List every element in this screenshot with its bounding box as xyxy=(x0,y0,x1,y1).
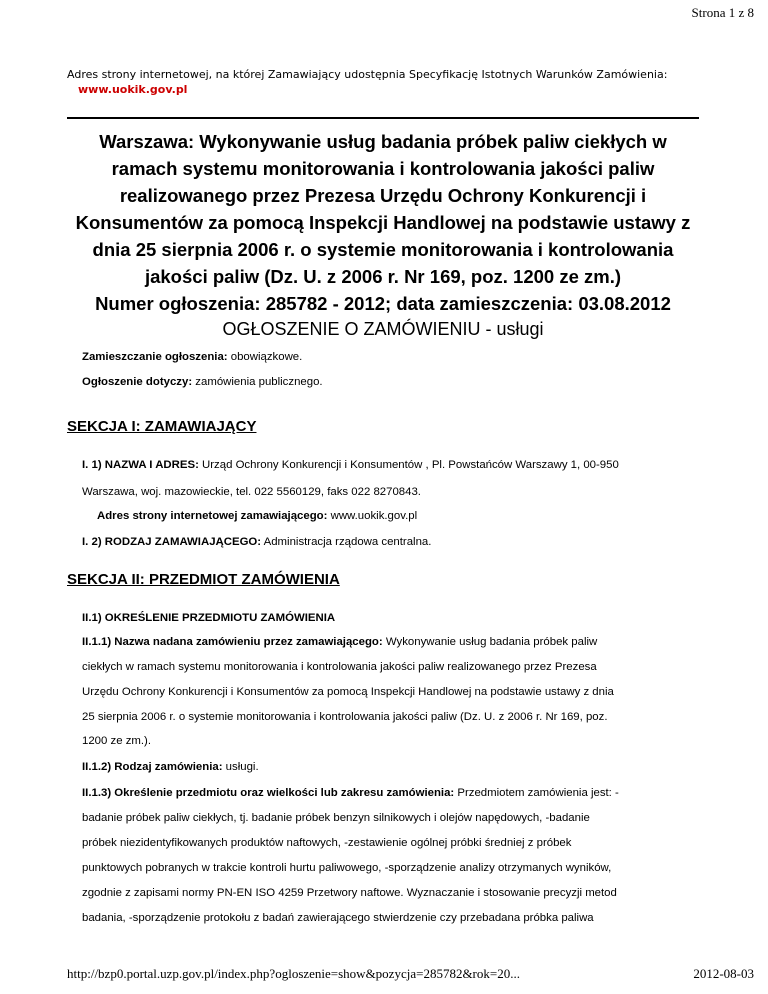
contract-scope-row xyxy=(82,781,708,806)
concerns-row xyxy=(82,370,708,395)
authority-name-value: Urząd Ochrony Konkurencji i Konsumentów , Pl. Powstańców Warszawy 1, 00-950 xyxy=(198,459,619,471)
contract-name-line: 25 sierpnia 2006 r. o systemie monitorowania i kontrolowania jakości paliw (Dz. U. z 2006 r. Nr 169, poz. xyxy=(82,711,608,723)
notice-title-line: realizowanego przez Prezesa Urzędu Ochrony Konkurencji i xyxy=(119,185,647,206)
section-1-heading: SEKCJA I: ZAMAWIAJĄCY xyxy=(67,418,257,435)
contract-scope-label: II.1.3) Określenie przedmiotu oraz wielkości lub zakresu zamówienia: xyxy=(82,787,455,799)
concerns-value: zamówienia publicznego. xyxy=(192,376,323,388)
footer-print-date: 2012-08-03 xyxy=(693,966,754,981)
notice-title-line: Konsumentów za pomocą Inspekcji Handlowej na podstawie ustawy z xyxy=(75,212,691,233)
contract-name-line: 1200 ze zm.). xyxy=(82,735,152,747)
contract-kind-value: usługi. xyxy=(222,761,259,773)
contract-kind-label: II.1.2) Rodzaj zamówienia: xyxy=(82,761,223,773)
contract-scope-value: Przedmiotem zamówienia jest: - xyxy=(454,787,619,799)
posting-row xyxy=(82,345,708,370)
authority-website-row xyxy=(97,504,723,529)
notice-title-line: ramach systemu monitorowania i kontrolowania jakości paliw xyxy=(111,158,655,179)
posting-value: obowiązkowe. xyxy=(227,351,303,363)
footer-source-url: http://bzp0.portal.uzp.gov.pl/index.php?ogloszenie=show&pozycja=285782&rok=20... xyxy=(67,966,520,981)
authority-type-row xyxy=(82,530,708,555)
authority-website-label: Adres strony internetowej zamawiającego: xyxy=(97,510,328,522)
contract-scope-line: badanie próbek paliw ciekłych, tj. badanie próbek benzyn silnikowych i olejów napędowych, -badanie xyxy=(82,812,590,824)
notice-title-block xyxy=(67,128,699,341)
authority-type-label: I. 2) RODZAJ ZAMAWIAJĄCEGO: xyxy=(82,536,262,548)
notice-title-line: jakości paliw (Dz. U. z 2006 r. Nr 169, poz. 1200 ze zm.) xyxy=(144,266,622,287)
contract-name-label: II.1.1) Nazwa nadana zamówieniu przez zamawiającego: xyxy=(82,636,383,648)
contract-name-line: Urzędu Ochrony Konkurencji i Konsumentów za pomocą Inspekcji Handlowej na podstawie ustawy z dnia xyxy=(82,686,614,698)
authority-address-line: Warszawa, woj. mazowieckie, tel. 022 5560129, faks 022 8270843. xyxy=(82,486,421,498)
authority-name-label: I. 1) NAZWA I ADRES: xyxy=(82,459,199,471)
contract-name-row xyxy=(82,630,708,655)
contract-kind-row xyxy=(82,755,708,780)
siwz-site-link[interactable]: www.uokik.gov.pl xyxy=(78,83,188,96)
contract-scope-line: próbek niezidentyfikowanych produktów naftowych, -zestawienie ogólnej próbki średniej z próbek xyxy=(82,837,572,849)
header-divider xyxy=(67,117,699,119)
contracting-authority-name-row xyxy=(82,453,708,478)
authority-type-value: Administracja rządowa centralna. xyxy=(261,536,432,548)
notice-type: OGŁOSZENIE O ZAMÓWIENIU - usługi xyxy=(222,319,544,339)
subject-subheading-text: II.1) OKREŚLENIE PRZEDMIOTU ZAMÓWIENIA xyxy=(82,612,336,624)
contract-name-value: Wykonywanie usług badania próbek paliw xyxy=(382,636,598,648)
posting-label: Zamieszczanie ogłoszenia: xyxy=(82,351,228,363)
notice-title-line: Warszawa: Wykonywanie usług badania próbek paliw ciekłych w xyxy=(99,131,667,152)
contract-scope-line: badania, -sporządzenie protokołu z badań zawierającego stwierdzenie czy przebadana próbka paliwa xyxy=(82,912,594,924)
section-2-heading: SEKCJA II: PRZEDMIOT ZAMÓWIENIA xyxy=(67,571,340,588)
concerns-label: Ogłoszenie dotyczy: xyxy=(82,376,193,388)
authority-website-value: www.uokik.gov.pl xyxy=(327,510,418,522)
notice-number: Numer ogłoszenia: 285782 - 2012; data zamieszczenia: 03.08.2012 xyxy=(95,293,671,314)
contract-name-line: ciekłych w ramach systemu monitorowania i kontrolowania jakości paliw realizowanego przez Prezesa xyxy=(82,661,597,673)
notice-title-line: dnia 25 sierpnia 2006 r. o systemie monitorowania i kontrolowania xyxy=(92,239,674,260)
contract-scope-line: punktowych pobranych w trakcie kontroli hurtu paliwowego, -sporządzenie analizy otrzymanych wyników, xyxy=(82,862,612,874)
contract-scope-line: zgodnie z zapisami normy PN-EN ISO 4259 Przetwory naftowe. Wyznaczanie i stosowanie precyzji metod xyxy=(82,887,617,899)
page-counter: Strona 1 z 8 xyxy=(691,5,754,20)
subject-subheading xyxy=(82,606,708,631)
siwz-site-note: Adres strony internetowej, na której Zamawiający udostępnia Specyfikację Istotnych Warunków Zamówienia: xyxy=(67,68,668,81)
